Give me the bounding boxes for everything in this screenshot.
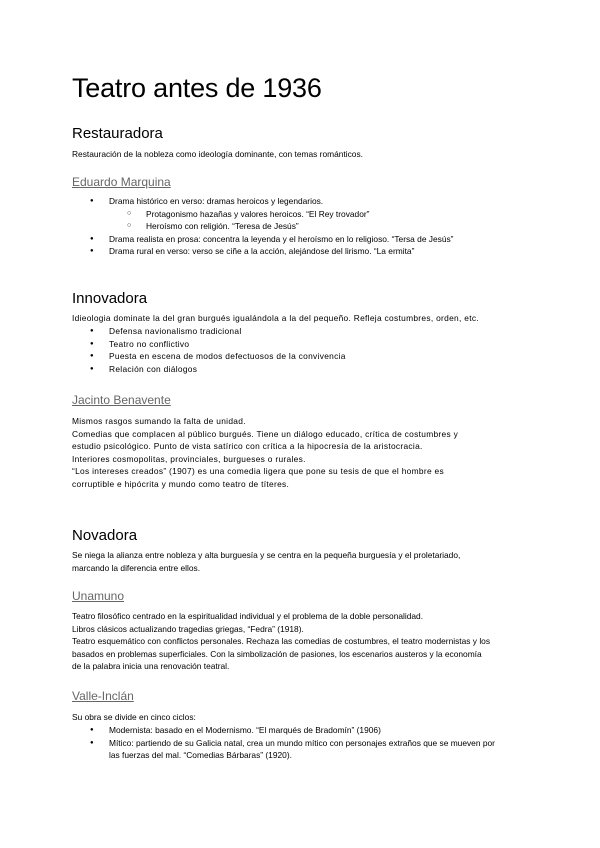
section-heading-innovadora: Innovadora [72, 290, 148, 307]
list-item: ○ Protagonismo hazañas y valores heroicos. “El Rey trovador” [127, 208, 547, 221]
valle-intro: Su obra se divide en cinco ciclos: [72, 712, 196, 722]
text-line: Teatro filosófico centrado en la espiritualidad individual y el problema de la doble personalidad. [72, 611, 424, 621]
benavente-text [72, 415, 534, 491]
list-item: ● Drama histórico en verso: dramas heroicos y legendarios. ○ Protagonismo hazañas y valores heroicos. “El Rey trovador” ○ Heroísmo con religión. “Teresa de Jesús” [90, 195, 534, 233]
list-item: ● Relación con diálogos [90, 363, 534, 376]
text-line: Se niega la alianza entre nobleza y alta burguesía y se centra en la pequeña burguesía y el proletariado, [72, 550, 461, 560]
text-line: ● Mítico: partiendo de su Galicia natal, crea un mundo mítico con personajes extraños que se mueven por [109, 737, 495, 748]
text-line: Interiores cosmopolitas, provinciales, burgueses o rurales. [72, 453, 306, 464]
text-line: estudio psicológico. Punto de vista satírico con crítica a la hipocresía de la aristocracia. [72, 441, 423, 452]
list-item [90, 737, 534, 762]
text-line: corruptible e hipócrita y mundo como teatro de títeres. [72, 478, 290, 489]
list-item: ● Drama realista en prosa: concentra la leyenda y el heroísmo en lo religioso. “Tersa de Jesús” [90, 233, 534, 246]
text-line: de la palabra inicia una renovación teatral. [72, 661, 230, 672]
section-heading-restauradora: Restauradora [72, 125, 163, 142]
unamuno-text [72, 610, 534, 673]
text-line: Comedias que complacen al público burgués. Tiene un diálogo educado, crítica de costumbres y [72, 428, 459, 439]
list-item: ● Teatro no conflictivo [90, 338, 534, 351]
text-line: Mismos rasgos sumando la falta de unidad. [72, 416, 246, 426]
text-line: marcando la diferencia entre ellos. [72, 562, 201, 573]
list-item: ● Puesta en escena de modos defectuosos de la convivencia [90, 350, 534, 363]
list-item: ○ Heroísmo con religión. “Teresa de Jesús” [127, 220, 547, 233]
author-heading-unamuno: Unamuno [72, 589, 125, 603]
author-heading-valle-inclan: Valle-Inclán [72, 689, 134, 703]
restauradora-sublist [127, 208, 547, 233]
section-heading-novadora: Novadora [72, 527, 138, 544]
text-line: Teatro esquemático con conflictos personales. Rechaza las comedias de costumbres, el teatro modernistas y los [72, 636, 491, 647]
innovadora-list [90, 325, 534, 375]
page-title: Teatro antes de 1936 [72, 73, 322, 103]
text-line: Libros clásicos actualizando tragedias griegas, “Fedra” (1918). [72, 623, 304, 634]
text-line: las fuerzas del mal. “Comedias Bárbaras” (1920). [109, 750, 292, 761]
author-heading-benavente: Jacinto Benavente [72, 393, 171, 407]
novadora-intro [72, 549, 534, 574]
innovadora-intro: Idieologia dominate la del gran burgués igualándola a la del pequeño. Refleja costumbres, orden, etc. [72, 313, 479, 323]
restauradora-list [90, 195, 534, 258]
restauradora-intro: Restauración de la nobleza como ideología dominante, con temas románticos. [72, 149, 363, 159]
text-line: “Los intereses creados” (1907) es una comedia ligera que pone su tesis de que el hombre es [72, 466, 444, 477]
list-item: ● Drama rural en verso: verso se ciñe a la acción, alejándose del lirismo. “La ermita” [90, 245, 534, 258]
list-item: ● Defensa navionalismo tradicional [90, 325, 534, 338]
list-item: ● Modernista: basado en el Modernismo. “El marqués de Bradomín” (1906) [90, 724, 534, 737]
text-line: basados en problemas superficiales. Con la simbolización de pasiones, los escenarios austeros y la economía [72, 648, 482, 659]
valle-list [90, 724, 534, 762]
author-heading-marquina: Eduardo Marquina [72, 175, 171, 189]
